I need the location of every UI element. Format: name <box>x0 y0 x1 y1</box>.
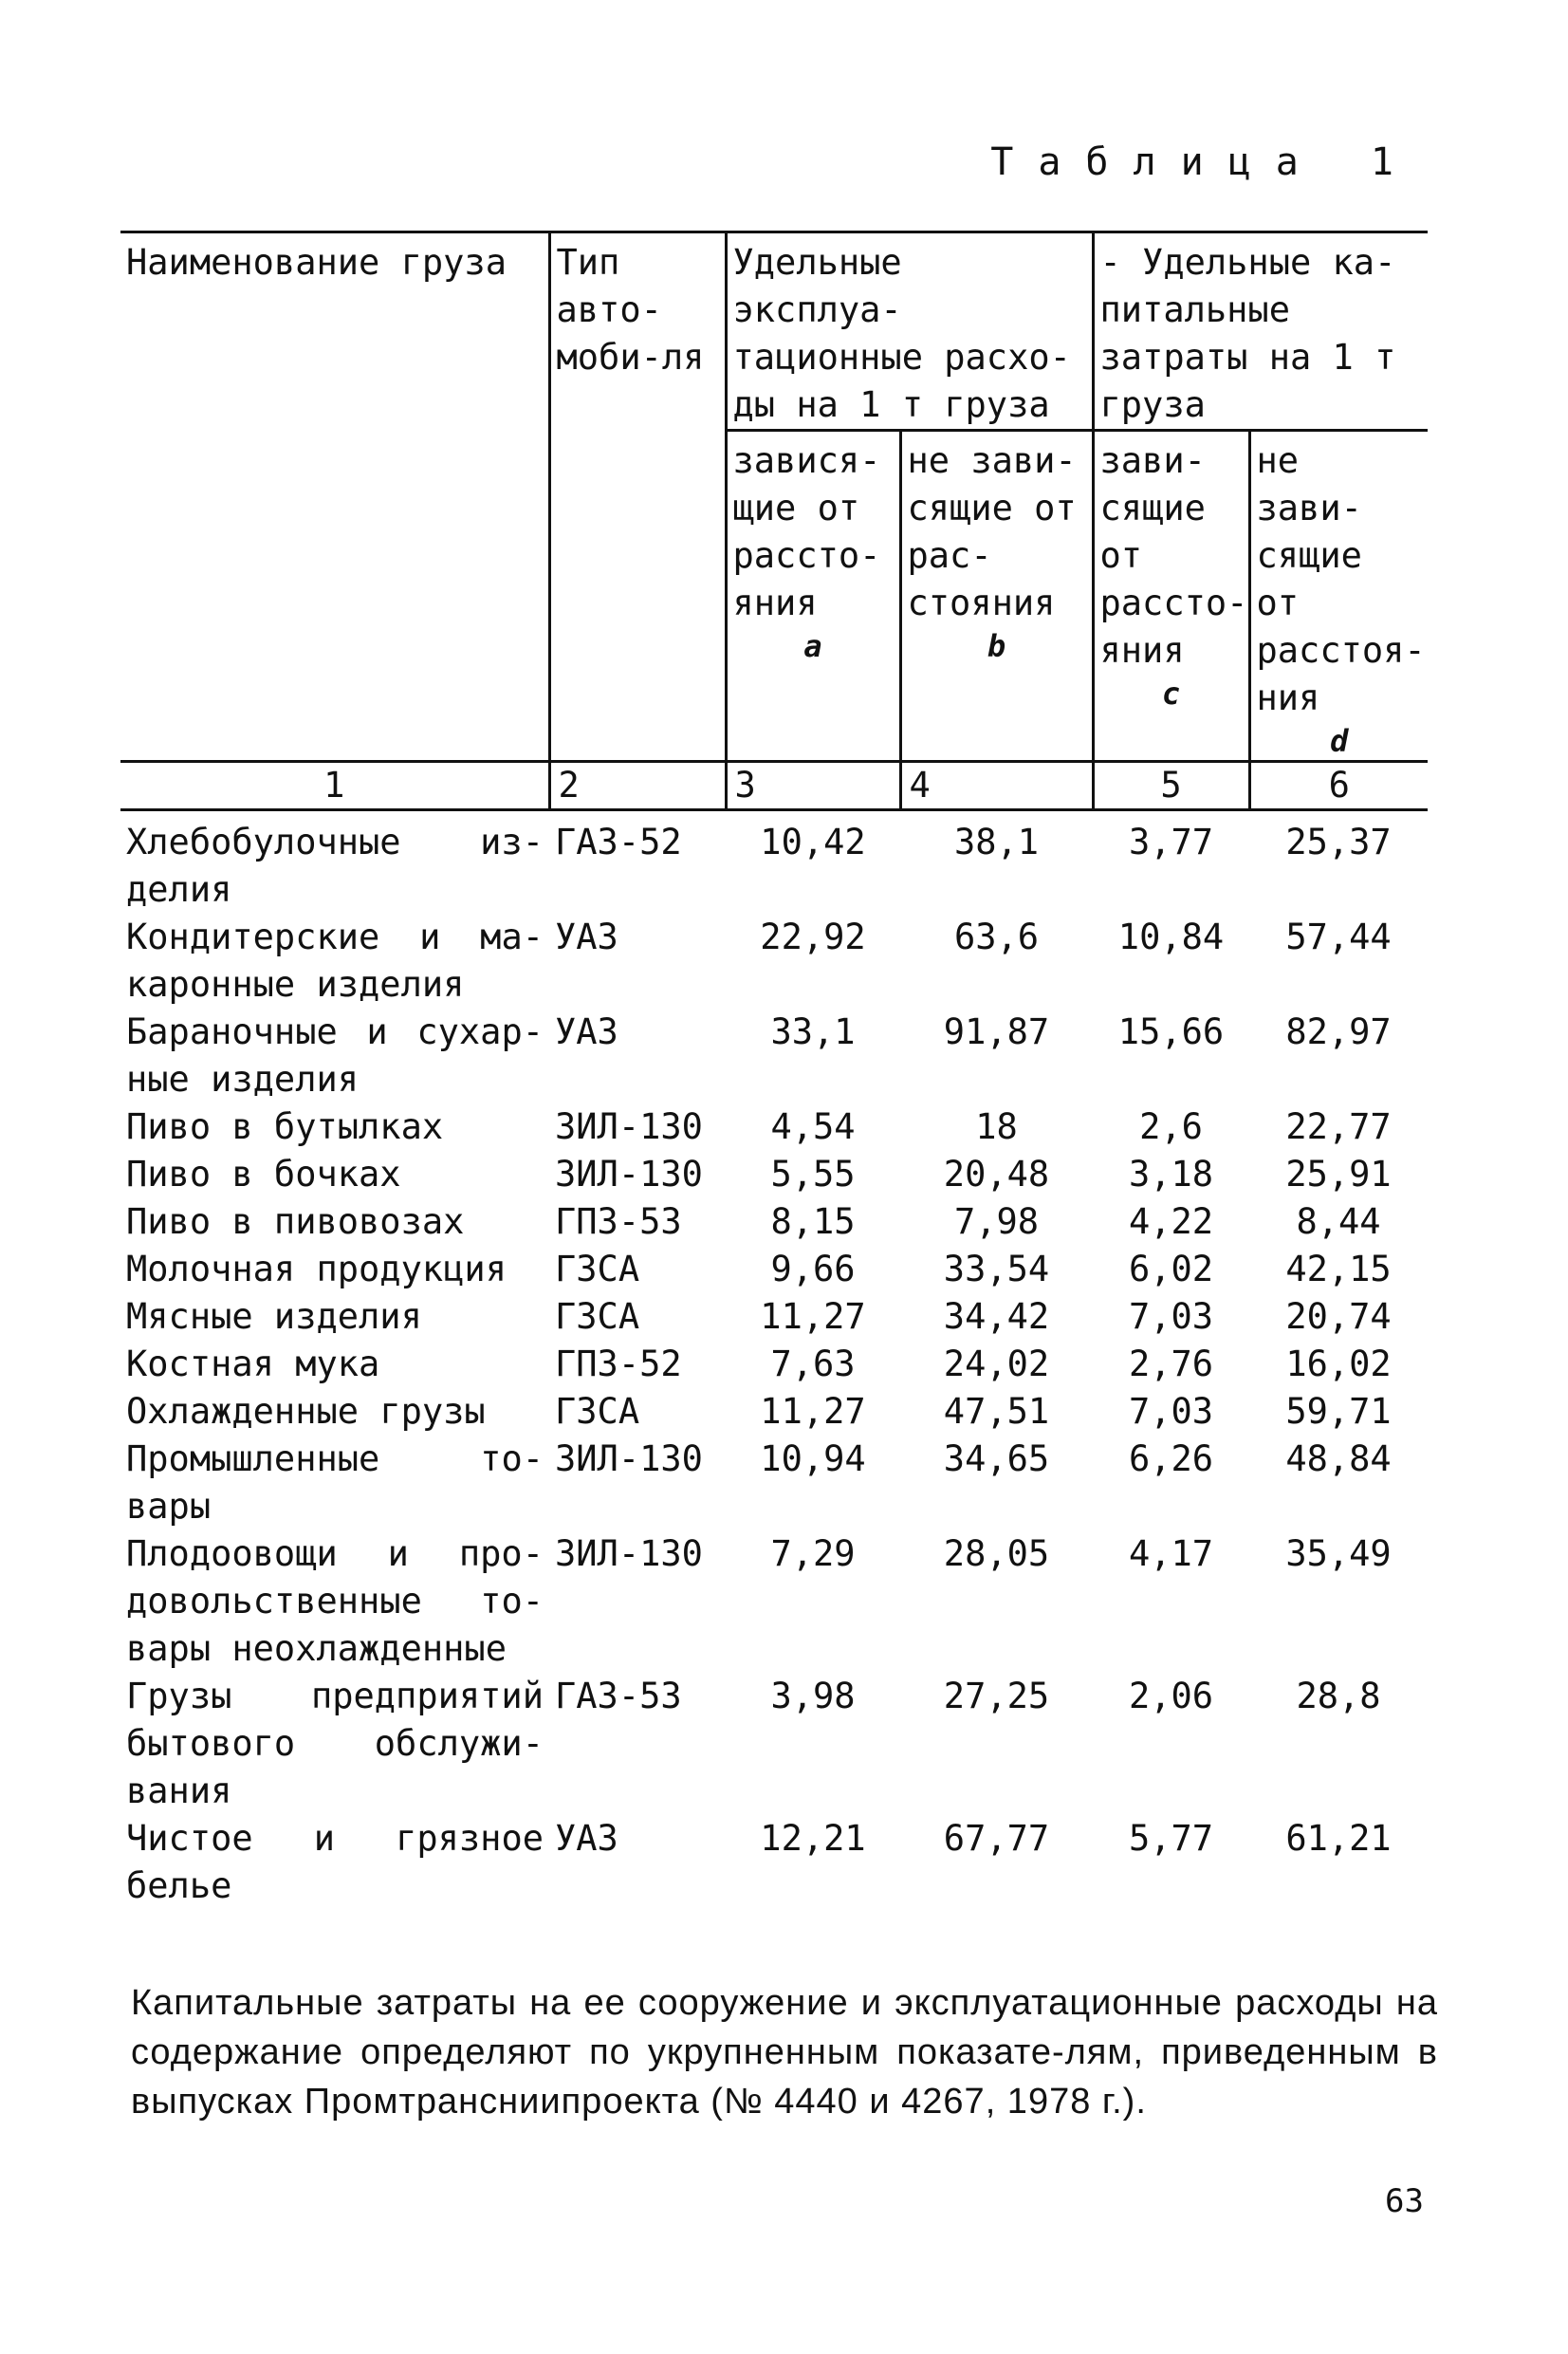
value-d: 25,37 <box>1285 822 1392 862</box>
subheader-label: не зави-сящие от рас-стояния <box>907 440 1077 623</box>
value-b: 20,48 <box>943 1154 1050 1195</box>
value-b: 18 <box>975 1106 1018 1147</box>
vehicle-type: ГПЗ-52 <box>555 1344 682 1384</box>
value-d: 82,97 <box>1285 1011 1392 1052</box>
header-cargo-name: Наименование груза <box>120 232 549 762</box>
table-row <box>120 1815 1428 1910</box>
table-row <box>120 810 1428 915</box>
value-c: 3,77 <box>1128 822 1214 862</box>
value-a: 7,63 <box>770 1344 856 1384</box>
vehicle-type: ЗИЛ-130 <box>555 1533 703 1574</box>
cargo-name: Грузы предприятий бытового обслужи-вания <box>126 1676 544 1811</box>
vehicle-type: ЗИЛ-130 <box>555 1154 703 1195</box>
table-header-row <box>120 232 1428 431</box>
subheader-letter: d <box>1330 723 1349 759</box>
table-row <box>120 1530 1428 1673</box>
value-a: 5,55 <box>770 1154 856 1195</box>
value-d: 57,44 <box>1285 917 1392 957</box>
cargo-name: Пиво в бочках <box>126 1154 401 1195</box>
value-c: 5,77 <box>1128 1818 1214 1859</box>
value-d: 8,44 <box>1296 1201 1381 1242</box>
vehicle-type: ГАЗ-53 <box>555 1676 682 1716</box>
column-number-row <box>120 762 1428 810</box>
table-row <box>120 1198 1428 1246</box>
column-number: 3 <box>726 762 900 810</box>
vehicle-type: ГПЗ-53 <box>555 1201 682 1242</box>
value-c: 2,76 <box>1128 1344 1214 1384</box>
header-vehicle-type: Тип авто-моби-ля <box>549 232 726 762</box>
table-row <box>120 914 1428 1009</box>
subheader-ops-independent <box>900 431 1093 762</box>
cargo-name: Мясные изделия <box>126 1296 422 1337</box>
value-c: 6,02 <box>1128 1249 1214 1289</box>
value-c: 2,06 <box>1128 1676 1214 1716</box>
value-c: 2,6 <box>1139 1106 1203 1147</box>
cargo-name: Пиво в бутылках <box>126 1106 444 1147</box>
header-capital-costs: - Удельные ка-питальные затраты на 1 т груза <box>1093 232 1428 431</box>
value-d: 28,8 <box>1296 1676 1381 1716</box>
cargo-name: Бараночные и сухар-ные изделия <box>126 1011 544 1100</box>
column-number: 5 <box>1093 762 1249 810</box>
cargo-name: Молочная продукция <box>126 1249 507 1289</box>
value-a: 7,29 <box>770 1533 856 1574</box>
vehicle-type: ГЗСА <box>555 1296 640 1337</box>
table-row <box>120 1103 1428 1151</box>
vehicle-type: ЗИЛ-130 <box>555 1438 703 1479</box>
value-b: 63,6 <box>953 917 1040 957</box>
subheader-letter: c <box>1161 676 1181 712</box>
table-row <box>120 1151 1428 1198</box>
value-a: 3,98 <box>770 1676 856 1716</box>
table-row <box>120 1293 1428 1341</box>
value-d: 48,84 <box>1285 1438 1392 1479</box>
vehicle-type: ЗИЛ-130 <box>555 1106 703 1147</box>
value-a: 11,27 <box>760 1296 866 1337</box>
value-d: 42,15 <box>1285 1249 1392 1289</box>
table-row <box>120 1009 1428 1103</box>
column-number: 4 <box>900 762 1093 810</box>
subheader-capex-independent <box>1249 431 1428 762</box>
vehicle-type: УАЗ <box>555 917 618 957</box>
subheader-capex-dependent <box>1093 431 1249 762</box>
value-d: 35,49 <box>1285 1533 1392 1574</box>
cargo-name: Чистое и грязное белье <box>126 1818 544 1906</box>
subheader-label: зави-сящие от рассто-яния <box>1099 440 1248 671</box>
value-b: 67,77 <box>943 1818 1050 1859</box>
value-b: 47,51 <box>943 1391 1050 1432</box>
value-b: 91,87 <box>943 1011 1050 1052</box>
value-a: 10,42 <box>760 822 866 862</box>
value-b: 28,05 <box>943 1533 1050 1574</box>
value-b: 27,25 <box>943 1676 1050 1716</box>
value-a: 10,94 <box>760 1438 866 1479</box>
table-row <box>120 1436 1428 1530</box>
header-operating-costs: Удельные эксплуа-тационные расхо-ды на 1 т груза <box>726 232 1093 431</box>
table-row <box>120 1673 1428 1815</box>
column-number: 2 <box>549 762 726 810</box>
value-d: 22,77 <box>1285 1106 1392 1147</box>
value-a: 22,92 <box>760 917 866 957</box>
value-c: 4,17 <box>1128 1533 1214 1574</box>
subheader-label: завися-щие от рассто-яния <box>732 440 881 623</box>
value-b: 34,42 <box>943 1296 1050 1337</box>
value-d: 25,91 <box>1285 1154 1392 1195</box>
subheader-letter: a <box>803 628 822 664</box>
table-row <box>120 1388 1428 1436</box>
vehicle-type: УАЗ <box>555 1011 618 1052</box>
value-a: 4,54 <box>770 1106 856 1147</box>
subheader-letter: b <box>987 628 1006 664</box>
table-row <box>120 1341 1428 1388</box>
vehicle-type: ГЗСА <box>555 1391 640 1432</box>
value-a: 8,15 <box>770 1201 856 1242</box>
value-d: 61,21 <box>1285 1818 1392 1859</box>
cargo-name: Костная мука <box>126 1344 380 1384</box>
value-a: 9,66 <box>770 1249 856 1289</box>
value-b: 24,02 <box>943 1344 1050 1384</box>
subheader-ops-dependent <box>726 431 900 762</box>
vehicle-type: УАЗ <box>555 1818 618 1859</box>
vehicle-type: ГАЗ-52 <box>555 822 682 862</box>
cargo-name: Плодоовощи и про-довольственные то-вары неохлажденные <box>126 1533 544 1669</box>
value-c: 7,03 <box>1128 1296 1214 1337</box>
cargo-name: Пиво в пивовозах <box>126 1201 465 1242</box>
value-a: 33,1 <box>770 1011 856 1052</box>
value-d: 20,74 <box>1285 1296 1392 1337</box>
value-c: 15,66 <box>1117 1011 1225 1052</box>
value-c: 4,22 <box>1128 1201 1214 1242</box>
value-b: 34,65 <box>943 1438 1050 1479</box>
cargo-name: Охлажденные грузы <box>126 1391 486 1432</box>
vehicle-type: ГЗСА <box>555 1249 640 1289</box>
subheader-label: не зави-сящие от расстоя-ния <box>1256 440 1426 718</box>
cargo-cost-table <box>120 231 1428 1910</box>
value-b: 7,98 <box>953 1201 1040 1242</box>
value-a: 12,21 <box>760 1818 866 1859</box>
table-row <box>120 1246 1428 1293</box>
body-paragraph: Капитальные затраты на ее сооружение и эксплуатационные расходы на содержание определяют по укрупненным показате-лям, приведенным в выпусках Промтрансниипроекта (№ 4440 и 4267, 1978 г.). <box>131 1983 1438 2122</box>
column-number: 1 <box>120 762 549 810</box>
cargo-name: Хлебобулочные из-делия <box>126 822 544 910</box>
table-caption: Таблица 1 <box>990 140 1418 184</box>
page-number: 63 <box>1385 2182 1424 2220</box>
cargo-name: Кондитерские и ма-каронные изделия <box>126 917 544 1005</box>
value-b: 38,1 <box>953 822 1040 862</box>
value-c: 6,26 <box>1128 1438 1214 1479</box>
cargo-name: Промышленные то-вары <box>126 1438 544 1527</box>
value-b: 33,54 <box>943 1249 1050 1289</box>
value-c: 7,03 <box>1128 1391 1214 1432</box>
value-c: 3,18 <box>1128 1154 1214 1195</box>
value-d: 16,02 <box>1285 1344 1392 1384</box>
value-d: 59,71 <box>1285 1391 1392 1432</box>
value-c: 10,84 <box>1117 917 1225 957</box>
value-a: 11,27 <box>760 1391 866 1432</box>
column-number: 6 <box>1249 762 1428 810</box>
